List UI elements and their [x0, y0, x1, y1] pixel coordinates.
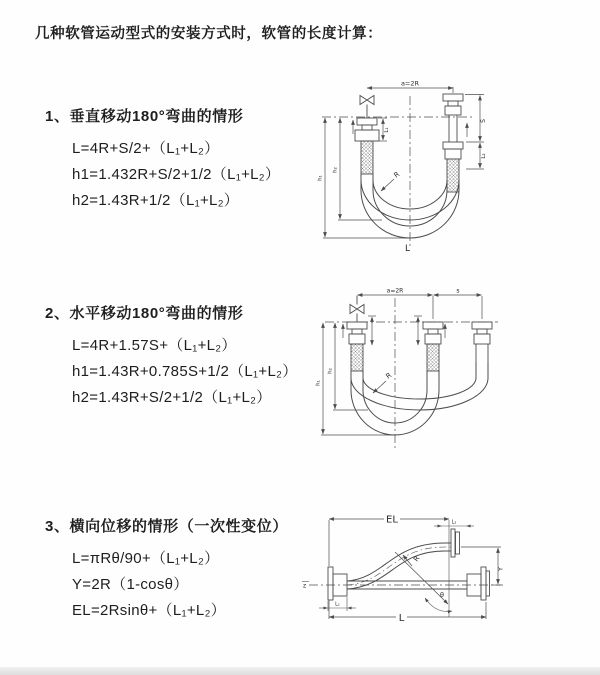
dim-label-l1: L₁	[384, 127, 390, 133]
length-label: L	[405, 244, 411, 254]
formula-h1: h1=1.43R+0.785S+1/2（L₁+L₂）	[72, 362, 298, 380]
theta-label: θ	[440, 591, 444, 599]
hose-curve	[347, 543, 451, 581]
section-3-heading: 3、横向位移的情形（一次性变位）	[45, 518, 288, 535]
formula-L: L=4R+1.57S+（L₁+L₂）	[72, 336, 237, 354]
hose-curve	[363, 362, 476, 399]
radius-label: R	[384, 371, 394, 381]
radius-label: R	[392, 170, 402, 180]
diagram-lateral-displacement	[295, 495, 595, 655]
flange-right	[481, 567, 486, 600]
section-2-heading: 2、水平移动180°弯曲的情形	[45, 305, 244, 322]
braided-hose-left	[361, 141, 373, 174]
flange-displaced	[451, 529, 455, 557]
formula-h2: h2=1.43R+1/2（L₁+L₂）	[72, 191, 240, 209]
dim-label-h1: h₁	[315, 380, 322, 386]
radius-leader	[373, 381, 386, 393]
dim-label-width: a=2R	[400, 79, 420, 88]
diagram-horizontal-180-bend	[310, 278, 550, 458]
valve-icon	[350, 305, 364, 314]
flange-left	[328, 567, 333, 600]
theta-arc	[425, 598, 452, 611]
braided-hose-left	[351, 344, 363, 371]
dim-label-el: EL	[386, 514, 398, 526]
braided-hose-right	[447, 159, 459, 192]
page-bottom-edge	[0, 667, 600, 675]
dim-label-h1: h₁	[317, 175, 324, 181]
dim-label-h2: h₂	[327, 368, 334, 374]
formula-EL: EL=2Rsinθ+（L₁+L₂）	[72, 601, 226, 619]
formula-L: L=4R+S/2+（L₁+L₂）	[72, 139, 220, 157]
dim-label-l2: L₂	[451, 519, 457, 526]
page-title: 几种软管运动型式的安装方式时，软管的长度计算：	[35, 26, 383, 42]
dim-label-travel: s	[456, 287, 460, 295]
diagram-vertical-180-bend	[310, 74, 550, 254]
hose-curve	[347, 551, 451, 589]
section-1-heading: 1、垂直移动180°弯曲的情形	[45, 108, 244, 125]
radius-leader	[381, 179, 394, 191]
centerline-mark-z: z	[303, 582, 307, 590]
dim-label-l1: L₁	[335, 601, 340, 608]
dim-label-width: a=2R	[386, 287, 404, 295]
formula-L: L=πRθ/90+（L₁+L₂）	[72, 549, 220, 567]
radius-label: R	[412, 554, 422, 564]
braided-hose-middle	[427, 344, 439, 371]
section-vertical-180	[45, 107, 280, 212]
hose-centerline	[347, 547, 451, 585]
valve-icon	[360, 96, 374, 105]
formula-h1: h1=1.432R+S/2+1/2（L₁+L₂）	[72, 165, 281, 183]
dim-label-l2: L₂	[481, 153, 487, 159]
dim-label-h2: h₂	[332, 167, 339, 173]
section-3-formulas	[72, 544, 288, 622]
section-1-formulas	[72, 134, 280, 212]
hose-curve	[351, 362, 488, 410]
dim-label-y: Y	[496, 567, 505, 571]
section-2-formulas	[72, 331, 298, 409]
formula-Y: Y=2R（1-cosθ）	[72, 575, 189, 593]
section-lateral-displacement	[45, 517, 288, 622]
section-horizontal-180	[45, 304, 298, 409]
hose-curve	[361, 174, 459, 220]
length-label: L	[398, 613, 405, 624]
formula-h2: h2=1.43R+S/2+1/2（L₁+L₂）	[72, 388, 272, 406]
dim-label-stroke: S	[480, 119, 487, 123]
